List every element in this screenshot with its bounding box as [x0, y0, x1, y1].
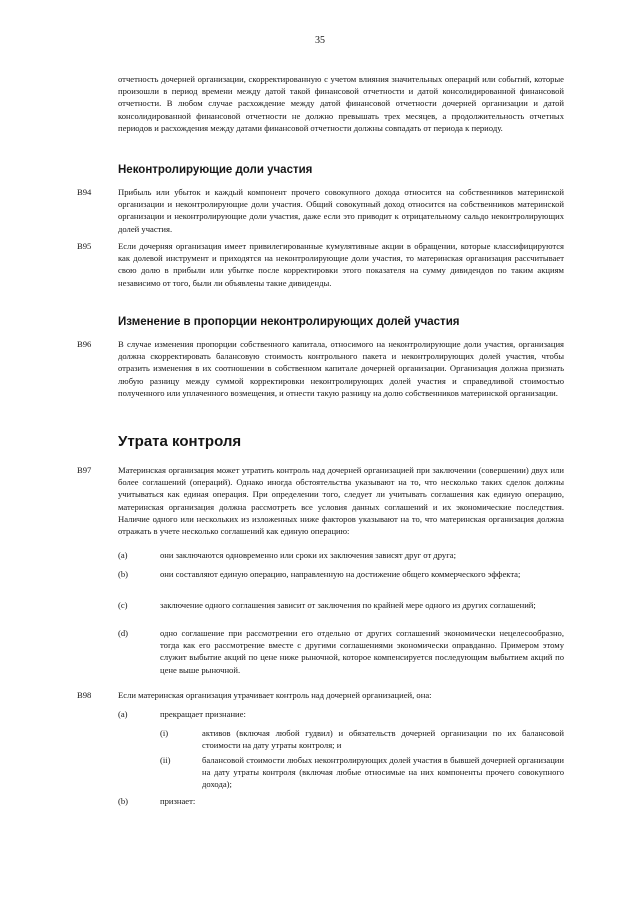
list-label: (d)	[118, 628, 129, 638]
list-item: признает:	[160, 796, 196, 806]
paragraph-b96: В случае изменения пропорции собственного капитала, относимого на неконтролирующие доли участия, организация должна скорректировать балансовую стоимость контрольного пакета и неконтролирующих долей участия, чтобы отразить изменения в их соотношении в собственном капитале дочерней организации. Организация должна признать любую разницу между суммой корректировки неконтролирующих долей участия и справедливой стоимостью полученного или уплаченного возмещения, и отнести такую разницу на долю собственников материнской организации.	[118, 339, 564, 398]
page-number: 35	[315, 35, 325, 46]
sublist-item: балансовой стоимости любых неконтролирующих долей участия в бывшей дочерней организации на дату утраты контроля (включая любые относимые на них компоненты прочего совокупного дохода);	[202, 755, 564, 790]
paragraph-b97: Материнская организация может утратить контроль над дочерней организацией при заключении (совершении) двух или более соглашений (операций). Однако иногда обстоятельства указывают на то, что несколько таких сделок должны учитываться как единая операция. При определении того, следует ли учитывать соглашения как единую операцию, материнская организация должна рассмотреть все условия данных соглашений и их экономические последствия. Наличие одного или нескольких из изложенных ниже факторов указывают на то, что материнская организация должна отражать в учете несколько соглашений как единую операцию:	[118, 465, 564, 537]
sublist-label: (ii)	[160, 755, 171, 765]
list-label: (b)	[118, 796, 129, 806]
paragraph-code: B96	[77, 339, 92, 349]
section-heading-change: Изменение в пропорции неконтролирующих долей участия	[118, 316, 460, 328]
paragraph-b98: Если материнская организация утрачивает контроль над дочерней организацией, она:	[118, 690, 432, 700]
list-item: одно соглашение при рассмотрении его отдельно от других соглашений экономически нецелесообразно, тогда как его рассмотрение вместе с другими соглашениями экономически оправданно. Примером этому служит выбытие акций по цене ниже рыночной, которое компенсируется последующим выбытием акций по цене выше рыночной.	[160, 628, 564, 675]
paragraph-b94: Прибыль или убыток и каждый компонент прочего совокупного дохода относится на собственников материнской организации и неконтролирующие доли участия. Общий совокупный доход относится на собственников материнской организации и неконтролирующие доли участия, даже если это приводит к отрицательному сальдо неконтролирующих долей участия.	[118, 187, 564, 234]
section-heading-loss-of-control: Утрата контроля	[118, 433, 242, 450]
list-item: заключение одного соглашения зависит от заключения по крайней мере одного из других соглашений;	[160, 600, 536, 610]
list-label: (a)	[118, 550, 128, 560]
paragraph-code: B94	[77, 187, 92, 197]
list-item: они заключаются одновременно или сроки их заключения зависят друг от друга;	[160, 550, 456, 560]
sublist-label: (i)	[160, 728, 169, 738]
section-heading-nci: Неконтролирующие доли участия	[118, 164, 313, 176]
paragraph-code: B97	[77, 465, 92, 475]
list-item: прекращает признание:	[160, 709, 246, 719]
list-label: (c)	[118, 600, 128, 610]
paragraph-code: B98	[77, 690, 92, 700]
paragraph-b95: Если дочерняя организация имеет привилегированные кумулятивные акции в обращении, которые классифицируются как долевой инструмент и приходятся на неконтролирующие доли участия, то материнская организация рассчитывает свою долю в прибыли или убытке после корректировки этого показателя на сумму дивидендов по таким акциям независимо от того, были ли объявлены такие дивиденды.	[118, 241, 564, 288]
intro-paragraph: отчетность дочерней организации, скорректированную с учетом влияния значительных операций или событий, которые произошли в период времени между датой такой финансовой отчетности и датой консолидированной финансовой отчетности. В любом случае расхождение между датой финансовой отчетности дочерней организации и датой консолидированной финансовой отчетности не должно превышать трех месяцев, а продолжительность отчетных периодов и расхождения между датами финансовой отчетности должны совпадать от периода к периоду.	[118, 74, 564, 133]
paragraph-code: B95	[77, 241, 92, 251]
list-label: (b)	[118, 569, 129, 579]
sublist-item: активов (включая любой гудвил) и обязательств дочерней организации по их балансовой стоимости на дату утраты контроля; и	[202, 728, 564, 751]
list-label: (a)	[118, 709, 128, 719]
list-item: они составляют единую операцию, направленную на достижение общего коммерческого эффекта;	[160, 569, 521, 579]
